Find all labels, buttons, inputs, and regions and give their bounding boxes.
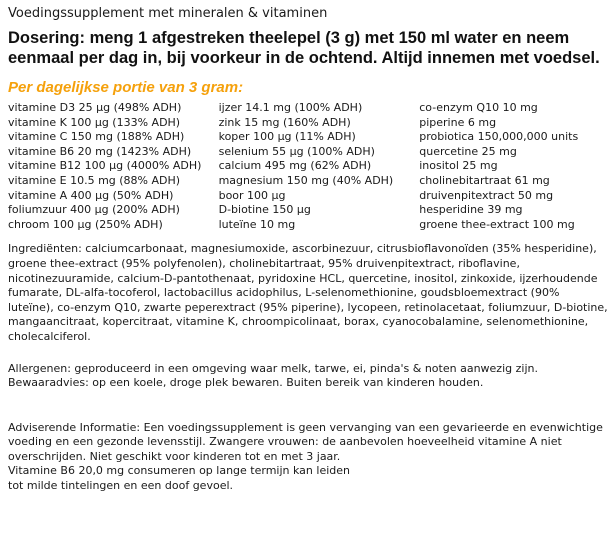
allergens-line: Allergenen: geproduceerd in een omgeving waar melk, tarwe, ei, pinda's & noten aanwezig zijn. bbox=[8, 361, 538, 375]
nutrient-item: calcium 495 mg (62% ADH) bbox=[218, 159, 372, 173]
nutrient-item: quercetine 25 mg bbox=[419, 144, 517, 158]
supplement-label bbox=[8, 6, 608, 494]
nutrient-item: cholinebitartraat 61 mg bbox=[419, 173, 550, 187]
nutrient-item: vitamine B6 20 mg (1423% ADH) bbox=[8, 144, 192, 158]
nutrient-item: magnesium 150 mg (40% ADH) bbox=[218, 173, 394, 187]
advisory-info-paragraph: Adviserende Informatie: Een voedingssupplement is geen vervanging van een gevarieerde en evenwichtige voeding en een gezonde levensstijl. Zwangere vrouwen: de aanbevolen hoeveelheid vitamine A niet overschrijden. Niet geschikt voor kinderen tot en met 3 jaar. bbox=[8, 420, 603, 463]
nutrient-item: hesperidine 39 mg bbox=[419, 203, 523, 217]
nutrient-item: koper 100 µg (11% ADH) bbox=[218, 130, 356, 144]
nutrient-item: chroom 100 µg (250% ADH) bbox=[8, 217, 163, 231]
nutrient-item: probiotica 150,000,000 units bbox=[419, 130, 579, 144]
nutrient-item: vitamine D3 25 µg (498% ADH) bbox=[8, 101, 182, 114]
nutrient-item: druivenpitextract 50 mg bbox=[419, 188, 554, 202]
storage-advice-line: Bewaaradvies: op een koele, droge plek bewaren. Buiten bereik van kinderen houden. bbox=[8, 376, 484, 390]
nutrient-column-other bbox=[419, 101, 608, 232]
b6-warning-line: tot milde tintelingen en een doof gevoel. bbox=[8, 479, 234, 493]
nutrient-item: vitamine A 400 µg (50% ADH) bbox=[8, 188, 174, 202]
dosage-instructions: Dosering: meng 1 afgestreken theelepel (3 g) met 150 ml water en neem eenmaal per dag in, bij voorkeur in de ochtend. Altijd innemen met voedsel. bbox=[8, 29, 600, 67]
nutrient-item: zink 15 mg (160% ADH) bbox=[218, 115, 351, 129]
nutrient-item: inositol 25 mg bbox=[419, 159, 498, 173]
portion-heading: Per dagelijkse portie van 3 gram: bbox=[8, 79, 244, 96]
nutrient-item: vitamine K 100 µg (133% ADH) bbox=[8, 115, 181, 129]
nutrient-column-vitamins bbox=[8, 101, 219, 232]
nutrient-item: D-biotine 150 µg bbox=[218, 203, 311, 217]
nutrient-item: boor 100 µg bbox=[218, 188, 286, 202]
nutrient-item: piperine 6 mg bbox=[419, 115, 497, 129]
nutrient-item: ijzer 14.1 mg (100% ADH) bbox=[218, 101, 363, 114]
nutrient-item: selenium 55 µg (100% ADH) bbox=[218, 144, 375, 158]
nutrient-item: groene thee-extract 100 mg bbox=[419, 217, 575, 231]
nutrient-column-minerals bbox=[219, 101, 420, 232]
b6-warning-line: Vitamine B6 20,0 mg consumeren op lange termijn kan leiden bbox=[8, 464, 350, 478]
nutrient-item: vitamine E 10.5 mg (88% ADH) bbox=[8, 173, 181, 187]
ingredients-paragraph: Ingrediënten: calciumcarbonaat, magnesiumoxide, ascorbinezuur, citrusbioflavonoïden (35% hesperidine), groene thee-extract (95% polyfenolen), cholinebitartraat, 95% druivenpitextract, riboflavine, nicotinezuuramide, calcium-D-pantothenaat, pyridoxine HCL, quercetine, inositol, zinkoxide, ijzerhoudende fumarate, DL-alfa-tocoferol, lactobacillus acidophilus, L-selenomethionine, goudsbloemextract (90% luteïne), co-enzym Q10, zwarte peperextract (95% piperine), lycopeen, retinolacetaat, foliumzuur, D-biotine, mangaancitraat, kopercitraat, vitamine K, chroompicolinaat, borax, cyanocobalamine, selenomethionine, cholecalciferol. bbox=[8, 242, 608, 343]
nutrient-item: vitamine B12 100 µg (4000% ADH) bbox=[8, 159, 202, 173]
product-subtitle: Voedingssupplement met mineralen & vitaminen bbox=[8, 6, 328, 21]
nutrient-item: foliumzuur 400 µg (200% ADH) bbox=[8, 203, 180, 217]
nutrient-item: luteïne 10 mg bbox=[218, 217, 296, 231]
nutrient-item: vitamine C 150 mg (188% ADH) bbox=[8, 130, 185, 144]
nutrient-table bbox=[8, 101, 608, 232]
nutrient-item: co-enzym Q10 10 mg bbox=[419, 101, 538, 114]
